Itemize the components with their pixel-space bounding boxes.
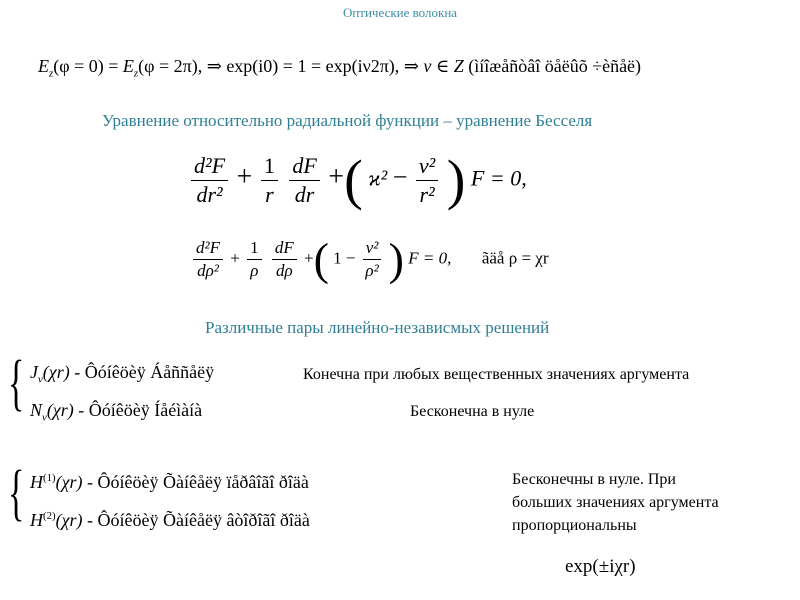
garbled-text: - Ôóíêöèÿ Áåññåëÿ: [74, 362, 215, 382]
nu-in-integers: ν ∈ Z: [423, 56, 464, 76]
nu-subscript: ν: [42, 411, 47, 424]
implies-arrow: ⇒: [403, 56, 419, 76]
garbled-text: - Ôóíêöèÿ Õàíêåëÿ ïåðâîãî ðîäà: [87, 472, 309, 492]
nu-over-r: [416, 153, 438, 208]
order-superscript: (2): [43, 510, 56, 522]
page-title: Оптические волокна: [342, 5, 458, 20]
numerator: 1: [247, 238, 262, 260]
hankel1-row: [30, 472, 309, 493]
order-superscript: (1): [43, 472, 56, 484]
first-derivative: [289, 153, 319, 208]
exp-part: exp(i0) = 1 = exp(iν2π),: [226, 56, 400, 76]
equation-tail: F = 0,: [408, 248, 452, 268]
lhs-args: (φ = 0) =: [53, 56, 123, 76]
asymptote-expression: exp(±iχr): [565, 556, 636, 577]
hankel-note-line-1: Бесконечны в нуле. При: [512, 471, 676, 488]
z-subscript: z: [49, 67, 54, 80]
hankel-note-line-3: пропорциональны: [512, 517, 637, 534]
denominator: ρ²: [365, 261, 379, 280]
e-symbol: E: [38, 56, 49, 76]
garbled-text: - Ôóíêöèÿ Íåéìàíà: [78, 400, 203, 420]
numerator: 1: [261, 153, 278, 181]
one-over-rho: [247, 238, 262, 281]
bessel-function-row: [30, 362, 214, 386]
pairs-heading: Различные пары линейно-независмых решений: [205, 318, 550, 337]
hankel2-row: [30, 510, 310, 531]
numerator: ν²: [363, 238, 382, 260]
left-brace: {: [8, 459, 25, 527]
second-derivative: [193, 238, 223, 281]
bessel-note: Конечна при любых вещественных значениях аргумента: [303, 366, 690, 383]
hankel-note-line-2: больших значениях аргумента: [512, 494, 719, 511]
denominator: ρ: [250, 261, 259, 280]
n-symbol: N: [30, 400, 43, 420]
garbled-text: ãäå ρ = χr: [481, 248, 549, 268]
rhs-args: (φ = 2π),: [138, 56, 203, 76]
denominator: dr²: [196, 182, 223, 207]
denominator: r: [265, 182, 274, 207]
first-derivative: [272, 238, 297, 281]
j-symbol: J: [30, 362, 38, 382]
neumann-note: Бесконечна в нуле: [410, 403, 535, 420]
one-minus: 1 −: [333, 248, 356, 268]
z-subscript: z: [133, 67, 139, 80]
denominator: dρ²: [197, 261, 219, 280]
garbled-text: - Ôóíêöèÿ Õàíêåëÿ âòîðîãî ðîäà: [87, 510, 310, 530]
bessel-equation-r: $\frac{\text{d²F}}{\text{dr²}}$ + $\frac{1}{r}$ $\frac{dF}{dr}$ +( ϰ² − $\frac{\text{ν²}}{\text{r²}}$ ) F = 0,: [188, 153, 527, 208]
garbled-text: (ìíîæåñòâî öåëûõ ÷èñåë): [468, 56, 642, 76]
numerator: d²F: [191, 153, 228, 181]
left-brace: {: [8, 349, 25, 417]
one-over-r: [261, 153, 278, 208]
denominator: dr: [294, 182, 315, 207]
numerator: dF: [272, 238, 297, 260]
argument: (χr): [46, 400, 74, 420]
neumann-function-row: [30, 400, 202, 424]
argument: (χr): [55, 510, 83, 530]
equation-tail: F = 0,: [470, 165, 527, 191]
argument: (χr): [55, 472, 83, 492]
nu-over-rho: [363, 238, 382, 281]
denominator: r²: [419, 182, 435, 207]
h-symbol: H: [30, 472, 43, 492]
denominator: dρ: [275, 261, 293, 280]
numerator: ν²: [416, 153, 438, 181]
implies-arrow: ⇒: [206, 56, 222, 76]
nu-subscript: ν: [38, 373, 43, 386]
numerator: dF: [289, 153, 319, 181]
kappa-squared: ϰ²: [368, 165, 388, 191]
h-symbol: H: [30, 510, 43, 530]
numerator: d²F: [193, 238, 223, 260]
argument: (χr): [42, 362, 70, 382]
second-derivative: [191, 153, 228, 208]
e-symbol: E: [122, 56, 134, 76]
bessel-heading: Уравнение относительно радиальной функции – уравнение Бесселя: [102, 111, 593, 130]
bessel-equation-rho: $\frac{\text{d²F}}{\text{dρ²}}$ + $\frac{1}{\rho}$ $\frac{dF}{d\rho}$ +( 1 − $\frac{\text{ν²}}{\text{ρ²}}$ ) F = 0, ãäå ρ = χr: [190, 238, 549, 281]
periodicity-equation: [38, 56, 641, 80]
